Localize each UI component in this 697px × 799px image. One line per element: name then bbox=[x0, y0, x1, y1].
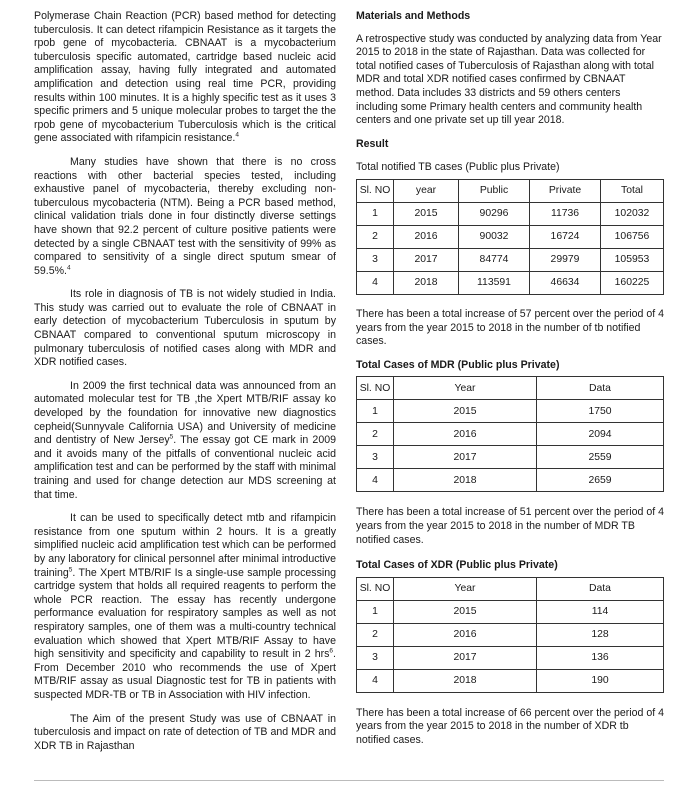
table-cell: 90032 bbox=[459, 225, 530, 248]
table3-note: There has been a total increase of 66 percent over the period of 4 years from the year 2015 to 2018 in the number of XDR tb notified cases. bbox=[356, 706, 665, 746]
paragraph-2009: In 2009 the first technical data was announced from an automated molecular test for TB ,the Xpert MTB/RIF assay ko developed by the foundation for innovative new diagnostics cepheid(Sunnyvale California USA) and University of medicine and dentistry of New Jersey$^5$. The essay got CE mark in 2009 and it avoids many of the pitfalls of conventional nucleic acid amplification test and can be performed by the staff with minimal training and used for change detection aur MDS screening at that time. bbox=[34, 379, 336, 501]
table-cell: 11736 bbox=[530, 202, 601, 225]
table-cell: 2015 bbox=[394, 400, 537, 423]
citation: 5 bbox=[169, 433, 174, 441]
col-header: Data bbox=[537, 577, 664, 600]
citation: 4 bbox=[235, 131, 240, 139]
table-cell: 2016 bbox=[394, 623, 537, 646]
paragraph-pcr: Polymerase Chain Reaction (PCR) based method for detecting tuberculosis. It can detect rifampicin Resistance as it targets the rpob gene of mycobacteria. CBNAAT is a mycobacterium tuberculosis specific automated, cartridge based nucleic acid amplification assay, having fully integrated and automated amplification and detection using real time PCR, providing results within 100 minutes. It is a highly specific test as it uses 3 specific primers and 5 unique molecular probes to target the the rpob gene of mycobacterium Tuberculosis which is the critical gene associated with rifampicin resistance.$^4$ bbox=[34, 10, 336, 145]
table-cell: 4 bbox=[357, 669, 394, 692]
table-header-row bbox=[357, 179, 664, 202]
table-row bbox=[357, 271, 664, 294]
table-row bbox=[357, 400, 664, 423]
table-cell: 1 bbox=[357, 202, 394, 225]
table1-note: There has been a total increase of 57 percent over the period of 4 years from the year 2015 to 2018 in the number of tb notified cases. bbox=[356, 307, 665, 348]
table-cell: 2 bbox=[357, 623, 394, 646]
table-row bbox=[357, 669, 664, 692]
table-cell: 2 bbox=[357, 423, 394, 446]
table-cell: 29979 bbox=[530, 248, 601, 271]
table-row bbox=[357, 600, 664, 623]
table-cell: 2559 bbox=[537, 446, 664, 469]
table-cell: 160225 bbox=[601, 271, 664, 294]
table-tb-cases bbox=[356, 179, 664, 295]
table-cell: 2017 bbox=[394, 646, 537, 669]
col-header: Private bbox=[530, 179, 601, 202]
col-header: Sl. NO bbox=[357, 377, 394, 400]
table-cell: 2018 bbox=[394, 669, 537, 692]
table-xdr-cases bbox=[356, 577, 664, 693]
table-row bbox=[357, 446, 664, 469]
table-header-row bbox=[357, 377, 664, 400]
table-row bbox=[357, 202, 664, 225]
left-column bbox=[34, 10, 336, 763]
table-cell: 46634 bbox=[530, 271, 601, 294]
table-cell: 4 bbox=[357, 469, 394, 492]
table-cell: 90296 bbox=[459, 202, 530, 225]
col-header: Data bbox=[537, 377, 664, 400]
table2-note: There has been a total increase of 51 percent over the period of 4 years from the year 2015 to 2018 in the number of MDR TB notified cases. bbox=[356, 506, 665, 546]
table-row bbox=[357, 225, 664, 248]
paragraph-role-india: Its role in diagnosis of TB is not widely studied in India. This study was carried out to evaluate the role of CBNAAT in early detection of mycobacterium Tuberculosis in sputum by CBNAAT compared to conventional sputum microscopy in pulmonary tuberculosis of notified cases along with MDR and XDR notified cases. bbox=[34, 288, 336, 369]
table-row bbox=[357, 469, 664, 492]
citation: 4 bbox=[66, 264, 71, 272]
table-row bbox=[357, 623, 664, 646]
paragraph-aim: The Aim of the present Study was use of CBNAAT in tuberculosis and impact on rate of detection of TB and MDR and XDR TB in Rajasthan bbox=[34, 712, 336, 752]
table-cell: 190 bbox=[537, 669, 664, 692]
col-header: Sl. NO bbox=[357, 179, 394, 202]
table-cell: 1750 bbox=[537, 400, 664, 423]
result-heading: Result bbox=[356, 137, 389, 150]
table-cell: 2018 bbox=[394, 271, 459, 294]
table1-caption: Total notified TB cases (Public plus Private) bbox=[356, 161, 560, 174]
table-cell: 3 bbox=[357, 446, 394, 469]
citation: 6 bbox=[329, 647, 334, 655]
table-cell: 4 bbox=[357, 271, 394, 294]
table-cell: 2017 bbox=[394, 446, 537, 469]
right-column bbox=[356, 10, 664, 747]
table-cell: 3 bbox=[357, 646, 394, 669]
table-cell: 102032 bbox=[601, 202, 664, 225]
table-cell: 2094 bbox=[537, 423, 664, 446]
table-cell: 136 bbox=[537, 646, 664, 669]
table3-caption: Total Cases of XDR (Public plus Private) bbox=[356, 559, 558, 572]
table-mdr-cases bbox=[356, 376, 664, 492]
table-cell: 106756 bbox=[601, 225, 664, 248]
table-cell: 2018 bbox=[394, 469, 537, 492]
table-cell: 1 bbox=[357, 400, 394, 423]
col-header: Total bbox=[601, 179, 664, 202]
paragraph-detect-mtb: It can be used to specifically detect mtb and rifampicin resistance from one sputum within 2 hours. It is a greatly simplified nucleic acid amplification test which can be performed by any laboratory for clinical personnel after minimal introductive training$^5$. The Xpert MTB/RIF Is a single-use sample processing cartridge system that holds all required reagents to perform the whole PCR reaction. The essay has recently undergone performance evaluation for respiratory samples as well as not respiratory samples, one of them was a multi-country technical evaluation which showed that Xpert MTB/RIF Assay to have high sensitivity and specificity and capability to result in 2 hrs$^6$. From December 2010 who recommends the use of Xpert MTB/RIF assay as usual Diagnostic test for TB in patients with suspected MDR-TB or TB in Association with HIV infection. bbox=[34, 512, 336, 701]
table-cell: 84774 bbox=[459, 248, 530, 271]
paragraph-studies: Many studies have shown that there is no cross reactions with other bacterial species tested, including exhaustive panel of mycobacteria, thereby excluding non-tuberculous mycobacteria (NTM). Being a PCR based method, clinical validation trials done in four distinctly diverse settings have shown that 92.2 percent of culture positive patients were detected by a single CBNAAT test with the sensitivity of 99% as compared to sensitivity of a single direct sputum smear of 59.5%.$^4$ bbox=[34, 155, 336, 277]
table-row bbox=[357, 248, 664, 271]
methods-heading: Materials and Methods bbox=[356, 10, 471, 22]
table-cell: 1 bbox=[357, 600, 394, 623]
col-header: Public bbox=[459, 179, 530, 202]
table-cell: 114 bbox=[537, 600, 664, 623]
citation: 5 bbox=[68, 566, 73, 574]
col-header: year bbox=[394, 179, 459, 202]
page-divider bbox=[34, 780, 664, 781]
col-header: Year bbox=[394, 577, 537, 600]
table-cell: 2016 bbox=[394, 423, 537, 446]
table-cell: 2 bbox=[357, 225, 394, 248]
table-cell: 2017 bbox=[394, 248, 459, 271]
table-cell: 2659 bbox=[537, 469, 664, 492]
table-cell: 2015 bbox=[394, 202, 459, 225]
table-row bbox=[357, 646, 664, 669]
table-cell: 2016 bbox=[394, 225, 459, 248]
col-header: Year bbox=[394, 377, 537, 400]
table-cell: 16724 bbox=[530, 225, 601, 248]
table-cell: 105953 bbox=[601, 248, 664, 271]
table-header-row bbox=[357, 577, 664, 600]
table-row bbox=[357, 423, 664, 446]
col-header: Sl. NO bbox=[357, 577, 394, 600]
table2-caption: Total Cases of MDR (Public plus Private) bbox=[356, 358, 560, 371]
methods-text: A retrospective study was conducted by analyzing data from Year 2015 to 2018 in the state of Rajasthan. Data was collected for total notified cases of Tuberculosis of Rajasthan along with total MDR and total XDR notified cases confirmed by CBNAAT method. Data includes 33 districts and 59 others centers including some Primary health centers and community health centers and one private set up till year 2018. bbox=[356, 32, 662, 127]
table-cell: 3 bbox=[357, 248, 394, 271]
table-cell: 113591 bbox=[459, 271, 530, 294]
table-cell: 128 bbox=[537, 623, 664, 646]
table-cell: 2015 bbox=[394, 600, 537, 623]
